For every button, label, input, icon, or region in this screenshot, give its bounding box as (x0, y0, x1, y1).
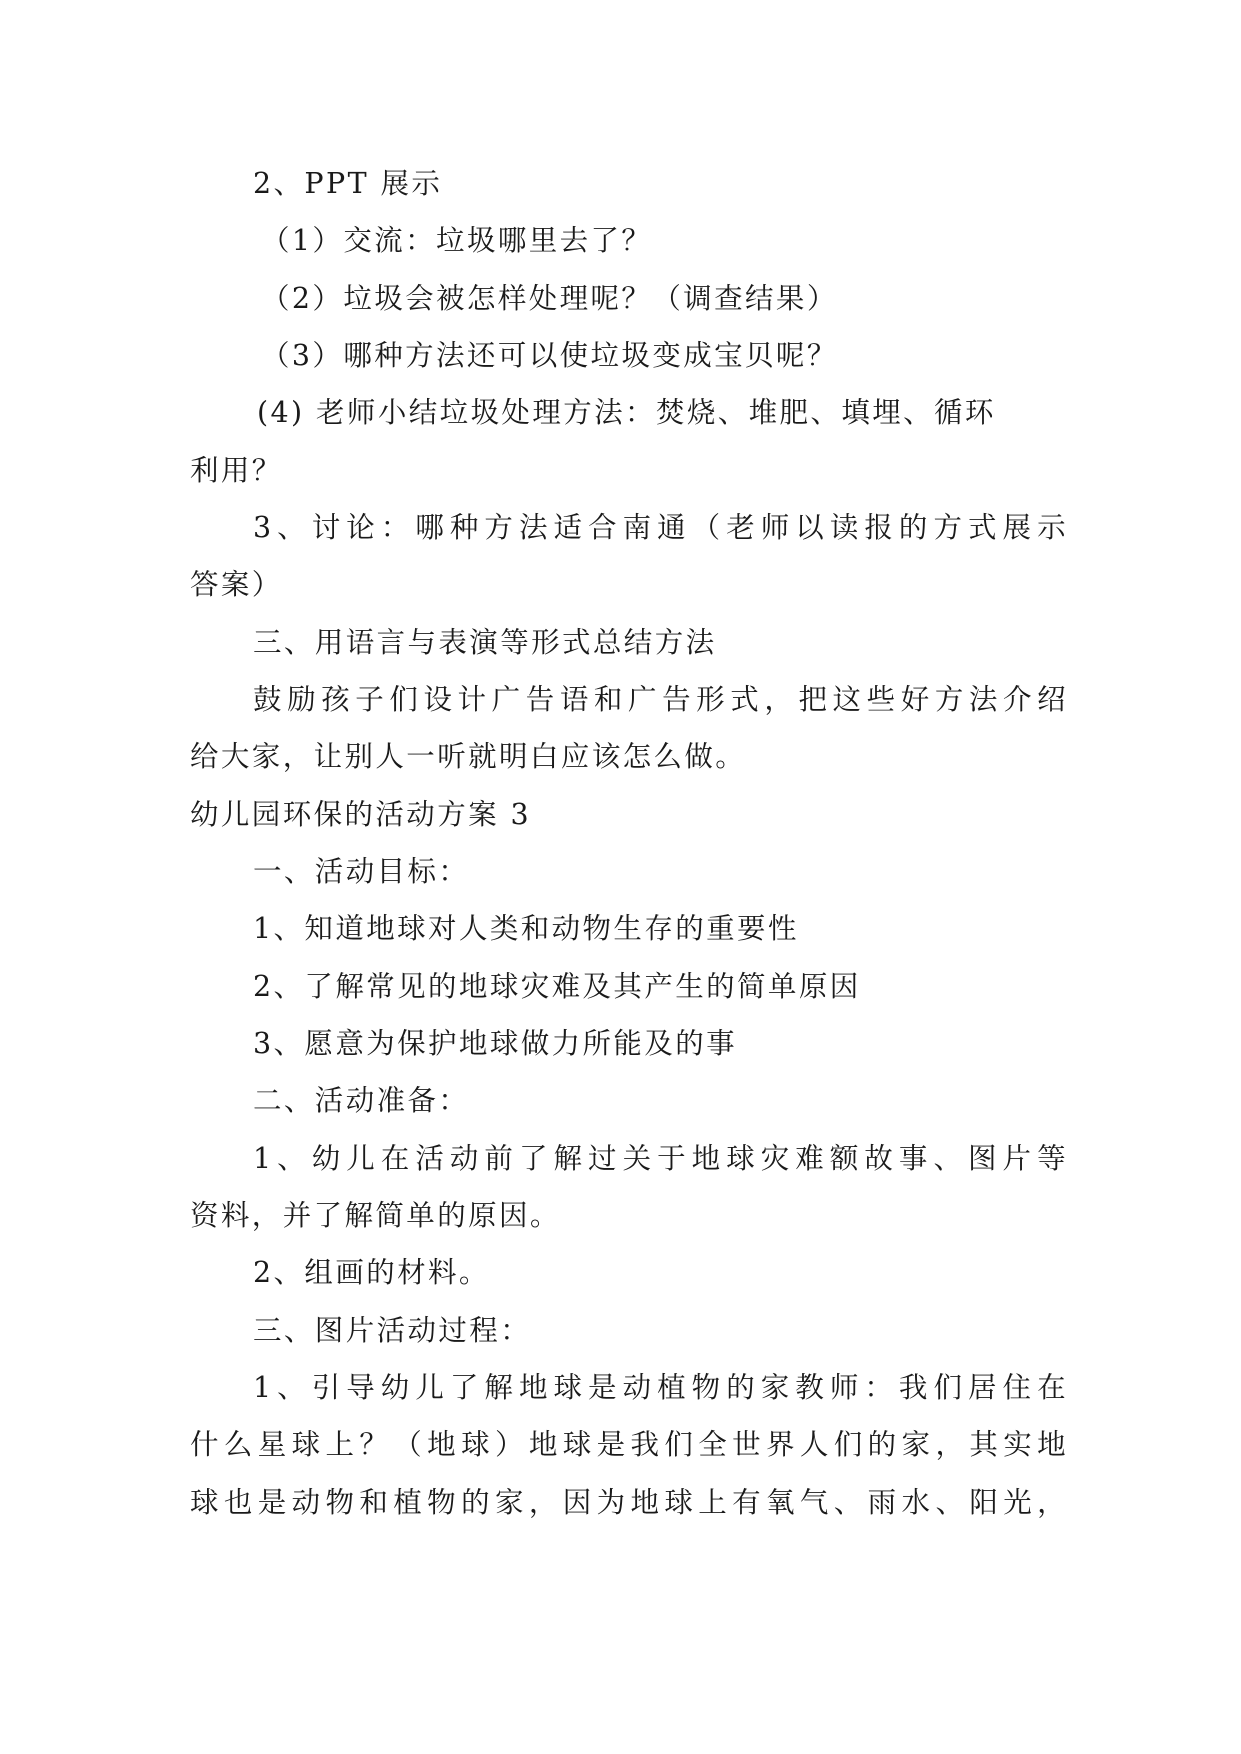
text-line: 1、引导幼儿了解地球是动植物的家教师：我们居住在 (253, 1371, 1068, 1404)
text-line: 1、知道地球对人类和动物生存的重要性 (253, 912, 799, 945)
text-line: 什么星球上？（地球）地球是我们全世界人们的家，其实地 (190, 1428, 1068, 1461)
text-line: 2、组画的材料。 (253, 1256, 490, 1289)
text-line: 三、用语言与表演等形式总结方法 (253, 626, 717, 659)
text-line: 利用？ (190, 454, 283, 487)
text-line: 一、活动目标： (253, 855, 470, 888)
text-line: 1、幼儿在活动前了解过关于地球灾难额故事、图片等 (253, 1142, 1068, 1175)
text-line: （3）哪种方法还可以使垃圾变成宝贝呢？ (261, 339, 838, 372)
text-line: （2）垃圾会被怎样处理呢？（调查结果） (261, 282, 838, 315)
text-line: 2、PPT 展示 (253, 167, 443, 200)
text-line: 鼓励孩子们设计广告语和广告形式，把这些好方法介绍 (253, 683, 1068, 716)
text-line: 2、了解常见的地球灾难及其产生的简单原因 (253, 970, 861, 1003)
text-line: 资料，并了解简单的原因。 (190, 1199, 561, 1232)
text-line: 二、活动准备： (253, 1084, 470, 1117)
text-line: 答案） (190, 568, 283, 601)
text-line: (4) 老师小结垃圾处理方法：焚烧、堆肥、填埋、循环 (257, 396, 996, 429)
text-line: 3、愿意为保护地球做力所能及的事 (253, 1027, 738, 1060)
text-line: 给大家，让别人一听就明白应该怎么做。 (190, 740, 747, 773)
text-line: 3、讨论：哪种方法适合南通（老师以读报的方式展示 (253, 511, 1068, 544)
text-line: （1）交流：垃圾哪里去了？ (261, 224, 653, 257)
section-heading: 幼儿园环保的活动方案 3 (190, 798, 531, 831)
text-line: 球也是动物和植物的家，因为地球上有氧气、雨水、阳光， (190, 1486, 1068, 1519)
text-line: 三、图片活动过程： (253, 1314, 532, 1347)
